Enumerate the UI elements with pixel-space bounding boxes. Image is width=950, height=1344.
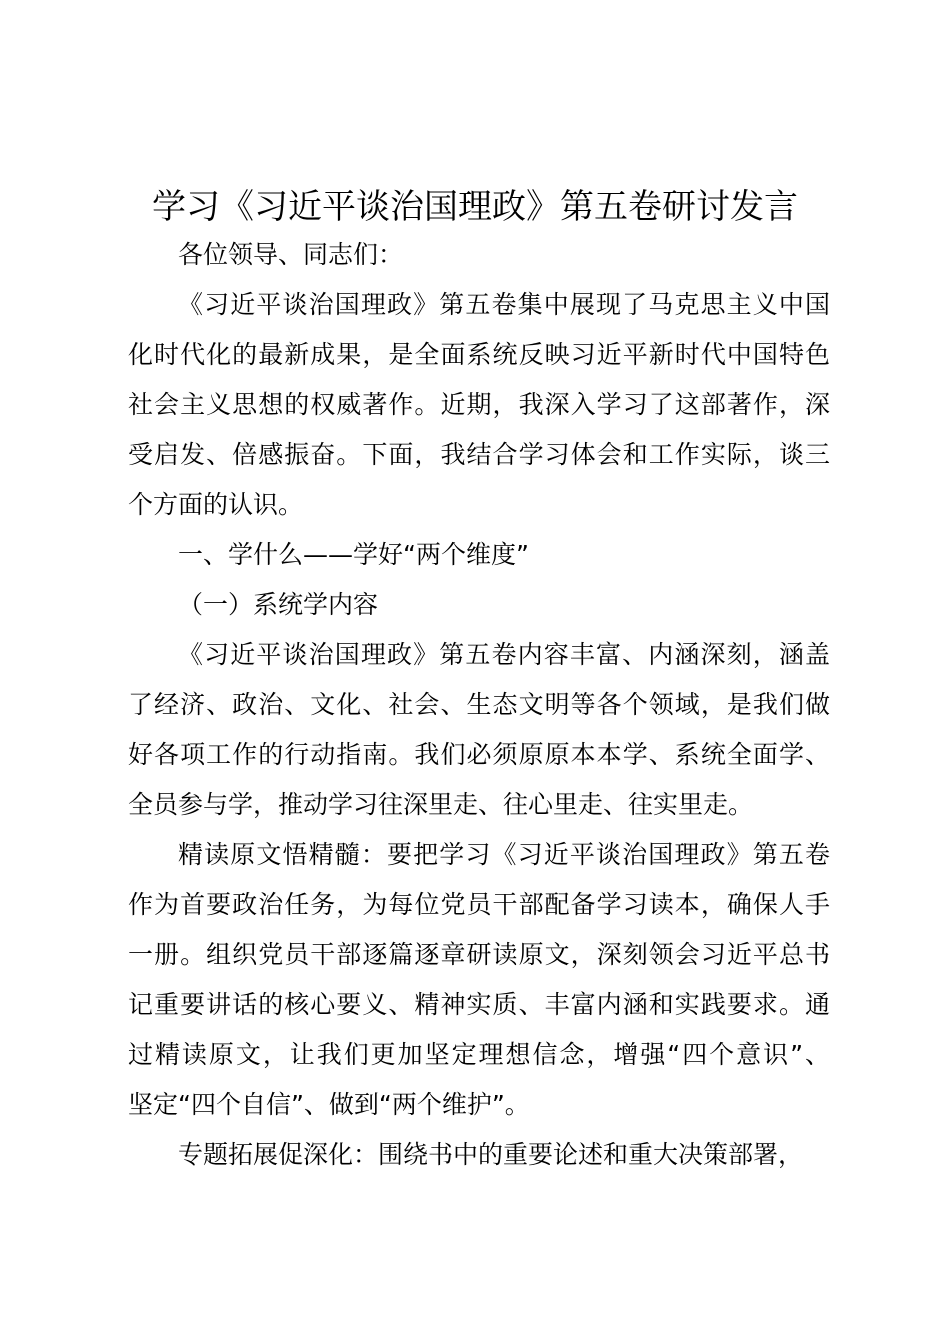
text-line: 《习近平谈治国理政》第五卷集中展现了马克思主义中国 [178, 290, 830, 319]
text-line: 专题拓展促深化：围绕书中的重要论述和重大决策部署， [178, 1140, 804, 1169]
text-line: 个方面的认识。 [128, 490, 304, 519]
paragraph [128, 280, 830, 530]
text-line: 化时代化的最新成果，是全面系统反映习近平新时代中国特色 [128, 340, 830, 369]
text-line: 《习近平谈治国理政》第五卷内容丰富、内涵深刻，涵盖 [178, 640, 830, 669]
text-line: 一册。组织党员干部逐篇逐章研读原文，深刻领会习近平总书 [128, 940, 830, 969]
text-line: 各位领导、同志们： [178, 240, 404, 269]
paragraph [128, 230, 830, 280]
text-line: 作为首要政治任务，为每位党员干部配备学习读本，确保人手 [128, 890, 830, 919]
text-line: 记重要讲话的核心要义、精神实质、丰富内涵和实践要求。通 [128, 990, 830, 1019]
text-line: （一）系统学内容 [178, 590, 379, 619]
paragraph [128, 830, 830, 1130]
text-line: 社会主义思想的权威著作。近期，我深入学习了这部著作，深 [128, 390, 830, 419]
text-line: 好各项工作的行动指南。我们必须原原本本学、系统全面学、 [128, 740, 830, 769]
document-body [128, 230, 830, 1180]
paragraph [128, 630, 830, 830]
text-line: 全员参与学，推动学习往深里走、往心里走、往实里走。 [128, 790, 754, 819]
paragraph [128, 580, 830, 630]
text-line: 一、学什么——学好“两个维度” [178, 540, 529, 569]
document-title: 学习《习近平谈治国理政》第五卷研讨发言 [152, 187, 798, 227]
text-line: 精读原文悟精髓：要把学习《习近平谈治国理政》第五卷 [178, 840, 830, 869]
text-line: 受启发、倍感振奋。下面，我结合学习体会和工作实际，谈三 [128, 440, 830, 469]
text-line: 了经济、政治、文化、社会、生态文明等各个领域，是我们做 [128, 690, 830, 719]
paragraph [128, 530, 830, 580]
paragraph [128, 1130, 830, 1180]
text-line: 坚定“四个自信”、做到“两个维护”。 [128, 1090, 530, 1119]
text-line: 过精读原文，让我们更加坚定理想信念，增强“四个意识”、 [128, 1040, 830, 1069]
